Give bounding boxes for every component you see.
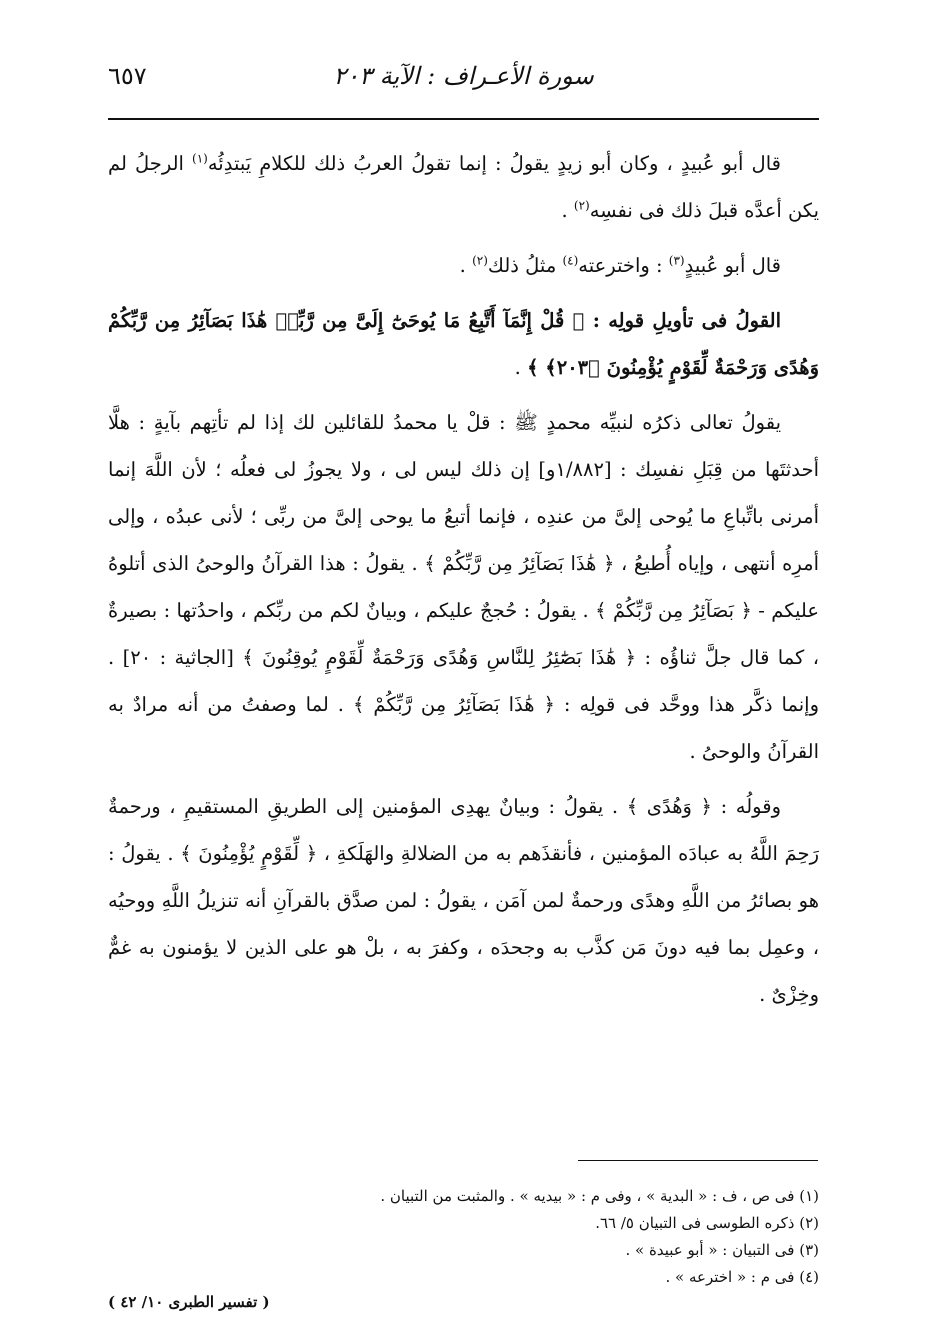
header-rule	[108, 118, 819, 120]
footnote-ref: (٢)	[573, 198, 590, 213]
page-header	[108, 62, 819, 102]
footnote: (٣) فى التبيان : « أبو عبيدة » .	[625, 1241, 819, 1259]
footnote-ref: (٤)	[562, 253, 579, 268]
running-title: سورة الأعـراف : الآية ٢٠٣	[333, 62, 594, 90]
footnote: (٤) فى م : « اخترعه » .	[665, 1268, 819, 1286]
footnote-ref: (١)	[192, 151, 208, 166]
paragraph-1: قال أبو عُبيدٍ ، وكان أبو زيدٍ يقولُ : إنما تقولُ العربُ ذلك للكلامِ يَبتدِئُه$^{(١)}$ الرجلُ لم يكن أعدَّه قبلَ ذلك فى نفسِه$^{(٢)}$ .	[108, 151, 819, 222]
footnotes	[108, 1183, 819, 1291]
quran-verse: ﴿ قُلْ إِنَّمَآ أَتَّبِعُ مَا يُوحَىٰٓ إِلَىَّ مِن رَّبِّىۚ هَٰذَا بَصَآئِرُ مِن رَّبِّكُمْ وَهُدًى وَرَحْمَةٌ لِّقَوْمٍ يُؤْمِنُونَ ﴿٢٠٣﴾ ﴾	[108, 309, 819, 379]
footnote-ref: (٢)	[472, 253, 488, 268]
footnote: (٢) ذكره الطوسى فى التبيان ٥/ ٦٦.	[595, 1214, 819, 1232]
heading-lead: القولُ فى تأويلِ قولِه :	[584, 309, 781, 332]
footnote: (١) فى ص ، ف : « البدية » ، وفى م : « بيديه » . والمثبت من التبيان .	[380, 1187, 819, 1205]
footnote-ref: (٣)	[668, 253, 685, 268]
verse-heading: القولُ فى تأويلِ قولِه : ﴿ قُلْ إِنَّمَآ أَتَّبِعُ مَا يُوحَىٰٓ إِلَىَّ مِن رَّبِّىۚ هَٰذَا بَصَآئِرُ مِن رَّبِّكُمْ وَهُدًى وَرَحْمَةٌ لِّقَوْمٍ يُؤْمِنُونَ ﴿٢٠٣﴾ ﴾ .	[108, 309, 819, 379]
footnote-rule	[578, 1160, 818, 1161]
main-text	[108, 140, 819, 1018]
paragraph-commentary: يقولُ تعالى ذكرُه لنبيِّه محمدٍ ﷺ : قلْ يا محمدُ للقائلين لك إذا لم تأتِهم بآيةٍ : هلَّا أحدثتَها من قِبَلِ نفسِك : [١/٨٨٢و] إن ذلك ليس لى ، ولا يجوزُ لى فعلُه ؛ لأن اللَّهَ إنما أمرنى باتِّباعِ ما يُوحى إلىَّ من عندِه ، فإنما أتبعُ ما يوحى إلىَّ من ربِّى ؛ لأنى عبدُه ، وإلى أمرِه أنتهى ، وإياه أُطيعُ ، ﴿ هَٰذَا بَصَآئِرُ مِن رَّبِّكُمْ ﴾ . يقولُ : هذا القرآنُ والوحىُ الذى أتلوهُ عليكم - ﴿ بَصَآئِرُ مِن رَّبِّكُمْ ﴾ . يقولُ : حُججٌ عليكم ، وبيانٌ لكم من ربِّكم ، واحدُتها : بصيرةٌ ، كما قال جلَّ ثناؤُه : ﴿ هَٰذَا بَصَٰٓئِرُ لِلنَّاسِ وَهُدًى وَرَحْمَةٌ لِّقَوْمٍ يُوقِنُونَ ﴾ [الجاثية : ٢٠] . وإنما ذكَّر هذا ووحَّد فى قولِه : ﴿ هَٰذَا بَصَآئِرُ مِن رَّبِّكُمْ ﴾ . لما وصفتُ من أنه مرادٌ به القرآنُ والوحىُ .	[108, 411, 819, 763]
paragraph-guidance: وقولُه : ﴿ وَهُدًى ﴾ . يقولُ : وبيانٌ يهدِى المؤمنين إلى الطريقِ المستقيمِ ، ورحمةٌ رَحِمَ اللَّهُ به عبادَه المؤمنين ، فأنقذَهم به من الضلالةِ والهَلَكةِ ، ﴿ لِّقَوْمٍ يُؤْمِنُونَ ﴾ . يقولُ : هو بصائرُ من اللَّهِ وهدًى ورحمةٌ لمن آمَن ، يقولُ : لمن صدَّق بالقرآنِ أنه تنزيلُ اللَّهِ ووحيُه ، وعمِل بما فيه دونَ مَن كذَّب به وجحدَه ، وكفرَ به ، بلْ هو على الذين لا يؤمنون به غمٌّ وخِزْىٌ .	[108, 795, 819, 1006]
page-number: ٦٥٧	[108, 62, 147, 90]
source-reference: ( تفسير الطبرى ١٠/ ٤٢ )	[108, 1293, 270, 1311]
paragraph-2: قال أبو عُبيدٍ$^{(٣)}$ : واخترعته$^{(٤)}$ مثلُ ذلك$^{(٢)}$ .	[459, 253, 781, 277]
